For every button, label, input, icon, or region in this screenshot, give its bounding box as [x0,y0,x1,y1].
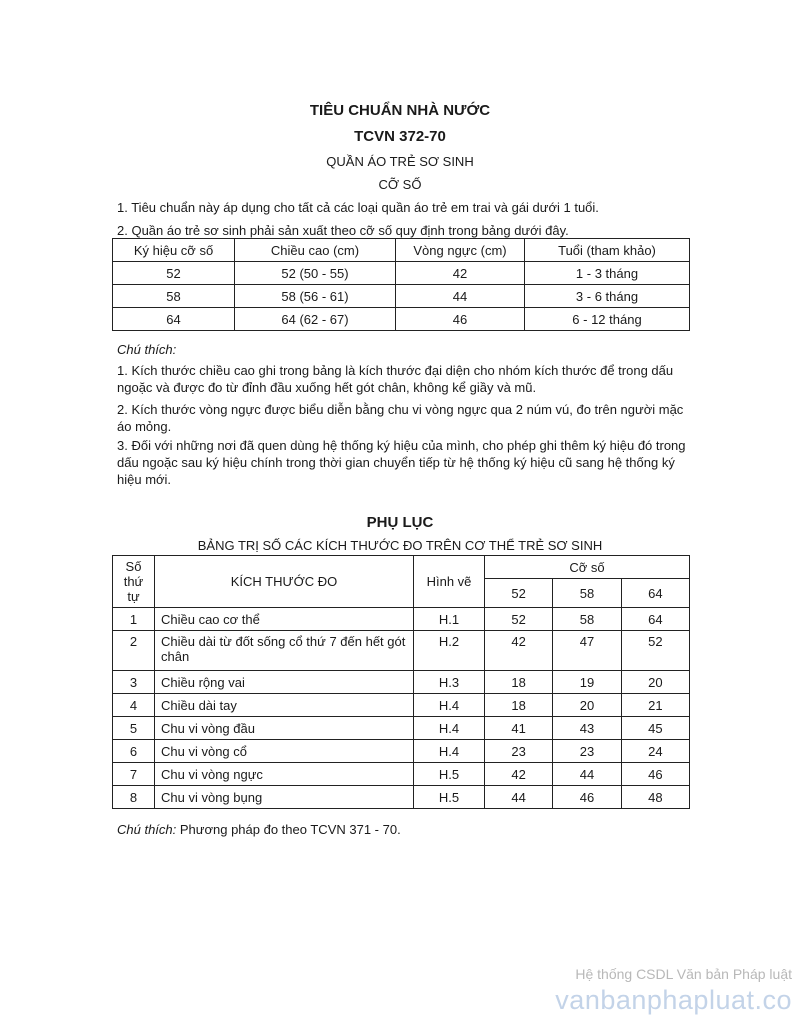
table-cell: 3 [113,671,155,694]
table-row [113,671,690,694]
table-cell: 52 [621,631,689,671]
table-cell: 41 [485,717,553,740]
watermark-line-2: vanbanphapluat.co [555,985,792,1015]
note-3: 3. Đối với những nơi đã quen dùng hệ thống ký hiệu của mình, cho phép ghi thêm ký hiệu đó trong dấu ngoặc sau ký hiệu chính trong thời gian chuyển tiếp từ hệ thống ký hiệu cũ sang hệ thống ký hiệu mới. [117,438,686,487]
document-subtitle-2: CỠ SỐ [378,177,422,192]
header-figure: Hình vẽ [414,556,485,608]
table-cell: 47 [553,631,621,671]
table-row [113,694,690,717]
table-cell: H.1 [414,608,485,631]
table-cell: 2 [113,631,155,671]
watermark-line-1: Hệ thống CSDL Văn bản Pháp luật [575,966,792,982]
table-cell: 18 [485,694,553,717]
table-cell: Chiều dài từ đốt sống cổ thứ 7 đến hết gót chân [155,631,414,671]
table-cell: Chu vi vòng ngực [155,763,414,786]
table-cell: 52 [485,608,553,631]
table-cell: 20 [621,671,689,694]
size-table-header-cell: Chiều cao (cm) [235,239,396,262]
table-cell: H.3 [414,671,485,694]
table-cell: 21 [621,694,689,717]
table-row [113,740,690,763]
appendix-title: PHỤ LỤC [366,514,434,531]
table-row [113,308,690,331]
table-cell: 3 - 6 tháng [525,285,690,308]
table-cell: H.4 [414,694,485,717]
table-row [113,631,690,671]
table-cell: 6 [113,740,155,763]
table-cell: 58 [553,608,621,631]
table-cell: 8 [113,786,155,809]
measurement-table-header [113,556,690,579]
table-cell: 7 [113,763,155,786]
standard-code: TCVN 372-70 [354,128,446,145]
appendix-note-label: Chú thích: [117,822,177,837]
table-cell: H.5 [414,786,485,809]
table-cell: 6 - 12 tháng [525,308,690,331]
size-table [112,238,690,331]
document-title: TIÊU CHUẨN NHÀ NƯỚC [309,102,491,119]
header-size-58: 58 [553,579,621,608]
note-1: 1. Kích thước chiều cao ghi trong bảng là kích thước đại diện cho nhóm kích thước để trong dấu ngoặc và được đo từ đỉnh đầu xuống hết gót chân, không kể giầy và mũ. [117,363,674,395]
header-size-64: 64 [621,579,689,608]
size-table-header-cell: Vòng ngực (cm) [396,239,525,262]
table-cell: H.2 [414,631,485,671]
table-cell: 19 [553,671,621,694]
table-cell: 44 [553,763,621,786]
paragraph-1: 1. Tiêu chuẩn này áp dụng cho tất cả các loại quần áo trẻ em trai và gái dưới 1 tuổi. [117,200,599,215]
paragraph-2: 2. Quần áo trẻ sơ sinh phải sản xuất theo cỡ số quy định trong bảng dưới đây. [117,223,569,238]
table-cell: 48 [621,786,689,809]
table-cell: 42 [396,262,525,285]
table-cell: 44 [485,786,553,809]
header-size-52: 52 [485,579,553,608]
table-cell: Chiều rộng vai [155,671,414,694]
document-subtitle: QUẦN ÁO TRẺ SƠ SINH [326,154,474,169]
table-cell: 52 (50 - 55) [235,262,396,285]
table-cell: Chu vi vòng cổ [155,740,414,763]
size-table-header-cell: Tuổi (tham khảo) [525,239,690,262]
table-cell: 44 [396,285,525,308]
table-cell: 58 [113,285,235,308]
table-cell: H.5 [414,763,485,786]
table-cell: Chu vi vòng bụng [155,786,414,809]
table-cell: 64 [113,308,235,331]
header-stt: Số thứ tự [113,556,155,608]
table-cell: 42 [485,631,553,671]
table-cell: 58 (56 - 61) [235,285,396,308]
table-cell: 64 (62 - 67) [235,308,396,331]
appendix-note-text: Phương pháp đo theo TCVN 371 - 70. [176,822,401,837]
table-row [113,608,690,631]
table-cell: H.4 [414,740,485,763]
table-cell: 46 [396,308,525,331]
table-cell: 1 [113,608,155,631]
table-cell: 46 [553,786,621,809]
table-cell: 23 [485,740,553,763]
table-cell: Chiều cao cơ thể [155,608,414,631]
table-cell: 52 [113,262,235,285]
table-cell: 46 [621,763,689,786]
note-2: 2. Kích thước vòng ngực được biểu diễn bằng chu vi vòng ngực qua 2 núm vú, đo trên người mặc áo mỏng. [117,402,684,434]
table-cell: H.4 [414,717,485,740]
table-row [113,285,690,308]
table-cell: Chiều dài tay [155,694,414,717]
table-cell: 23 [553,740,621,763]
header-measure: KÍCH THƯỚC ĐO [155,556,414,608]
appendix-subtitle: BẢNG TRỊ SỐ CÁC KÍCH THƯỚC ĐO TRÊN CƠ THỂ TRẺ SƠ SINH [197,538,603,553]
table-cell: 5 [113,717,155,740]
table-cell: 1 - 3 tháng [525,262,690,285]
table-row [113,786,690,809]
size-table-header-cell: Ký hiệu cỡ số [113,239,235,262]
size-table-header [113,239,690,262]
table-cell: 18 [485,671,553,694]
appendix-note [117,821,692,838]
table-cell: 24 [621,740,689,763]
measurement-table [112,555,690,809]
table-cell: Chu vi vòng đầu [155,717,414,740]
table-cell: 42 [485,763,553,786]
header-size: Cỡ số [485,556,690,579]
table-row [113,262,690,285]
notes-label: Chú thích: [117,342,177,357]
table-row [113,763,690,786]
table-cell: 20 [553,694,621,717]
table-row [113,717,690,740]
table-cell: 43 [553,717,621,740]
table-cell: 64 [621,608,689,631]
table-cell: 4 [113,694,155,717]
table-cell: 45 [621,717,689,740]
